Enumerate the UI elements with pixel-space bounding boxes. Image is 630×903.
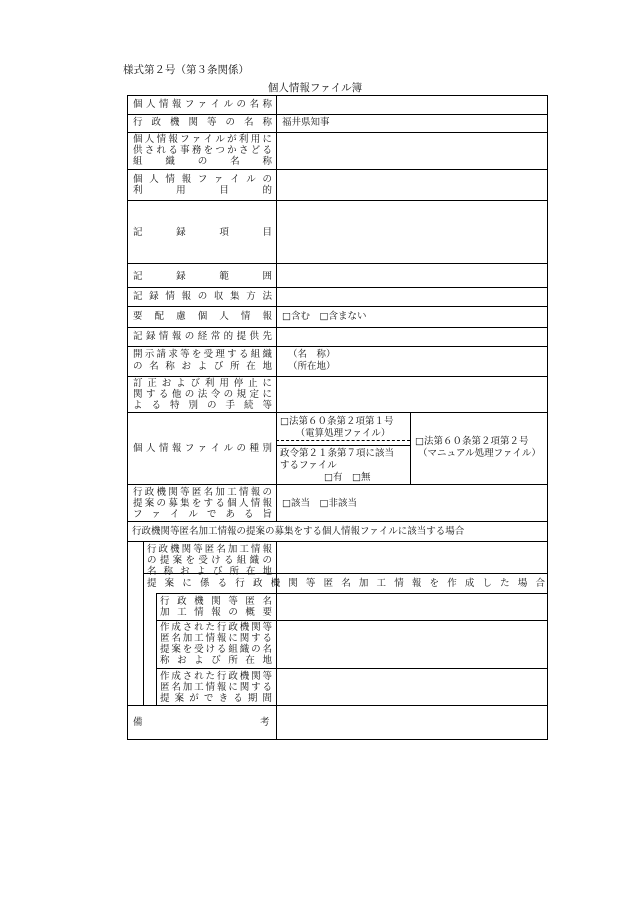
row-divider [128, 346, 547, 347]
row-divider [128, 376, 547, 377]
label-request-org-line1: 開示請求等を受理する組織 [133, 349, 272, 360]
row-divider [128, 327, 547, 328]
label-anon-line3: ファイルである旨 [133, 509, 272, 520]
column-divider [276, 541, 277, 739]
label-period-line3: 提案ができる期間 [160, 693, 272, 704]
row-divider [128, 263, 547, 264]
row-divider [128, 114, 547, 115]
label-receiving-org-line1: 作成された行政機関等 [160, 622, 272, 633]
section-created-anon-info: 提案に係る行政機関等匿名加工情報を作成した場合 [147, 578, 545, 589]
kind-ordinance-line2: するファイル [280, 460, 337, 471]
label-purpose-line1: 個人情報ファイルの [133, 174, 272, 185]
label-record-scope: 記録範囲 [133, 271, 272, 282]
label-summary-line2: 加工情報の概要 [160, 607, 272, 618]
label-receiving-org-line4: 称および所在地 [160, 655, 272, 666]
section-anon-proposal: 行政機関等匿名加工情報の提案の募集をする個人情報ファイルに該当する場合 [132, 526, 465, 537]
label-anon-line2: 提案の募集をする個人情報 [133, 498, 272, 509]
label-proposal-org-line3: 名称および所在地 [147, 566, 272, 577]
label-period-line2: 匿名加工情報に関する [160, 682, 272, 693]
label-special-line2: 関する他の法令の規定に [133, 389, 272, 400]
label-remarks-start: 備 [133, 717, 143, 728]
row-divider [128, 287, 547, 288]
column-divider [410, 412, 411, 484]
row-divider [276, 445, 410, 446]
row-divider [128, 541, 547, 542]
request-org-name: （名 称） [288, 349, 336, 360]
row-divider [128, 412, 547, 413]
label-summary-line1: 行政機関等匿名 [160, 596, 272, 607]
anon-options: □該当 □非該当 [282, 498, 357, 509]
label-period-line1: 作成された行政機関等 [160, 671, 272, 682]
label-receiving-org-line2: 匿名加工情報に関する [160, 633, 272, 644]
dashed-divider [276, 440, 410, 441]
label-file-kind: 個人情報ファイルの種別 [133, 443, 272, 454]
label-sensitive-info: 要配慮個人情報 [133, 311, 272, 322]
label-org-line3: 組織の名称 [133, 156, 272, 167]
row-divider [128, 705, 547, 706]
page-title: 個人情報ファイル簿 [267, 82, 363, 94]
request-org-location: （所在地） [288, 361, 336, 372]
label-proposal-org-line1: 行政機関等匿名加工情報 [147, 544, 272, 555]
label-special-line1: 訂正および利用停止に [133, 378, 272, 389]
form-number: 様式第２号（第３条関係） [123, 64, 249, 76]
column-divider [276, 96, 277, 521]
indent-line [156, 593, 157, 705]
label-org-line2: 供される事務をつかさどる [133, 145, 272, 156]
label-proposal-org-line2: の提案を受ける組織の [147, 555, 272, 566]
row-divider [128, 306, 547, 307]
kind-electronic-checkbox: □法第６０条第２項第１号 [280, 416, 394, 427]
label-agency-name: 行政機関等の名称 [133, 117, 272, 128]
label-receiving-org-line3: 提案を受ける組織の名 [160, 644, 272, 655]
row-divider [156, 668, 547, 669]
sensitive-info-options: □含む □含まない [282, 311, 367, 322]
row-divider [128, 169, 547, 170]
kind-electronic-note: （電算処理ファイル） [295, 428, 391, 439]
row-divider [156, 593, 547, 594]
label-special-line3: よる特別の手続等 [133, 400, 272, 411]
label-purpose-line2: 利用目的 [133, 185, 272, 196]
label-collection-method: 記録情報の収集方法 [133, 291, 272, 302]
kind-manual-checkbox: □法第６０条第２項第２号 [415, 436, 529, 447]
label-org-line1: 個人情報ファイルが利用に [133, 134, 272, 145]
label-file-name: 個人情報ファイルの名称 [133, 99, 272, 110]
kind-ordinance-line1: 政令第２１条第７項に該当 [280, 448, 395, 459]
kind-manual-note: （マニュアル処理ファイル） [418, 448, 541, 459]
label-record-items: 記録項目 [133, 227, 272, 238]
row-divider [156, 620, 547, 621]
agency-name-value: 福井県知事 [282, 117, 330, 128]
row-divider [128, 200, 547, 201]
label-remarks-end: 考 [260, 717, 270, 728]
label-request-org-line2: の名称および所在地 [133, 361, 272, 372]
row-divider [128, 132, 547, 133]
label-regular-provision: 記録情報の経常的提供先 [133, 331, 272, 342]
row-divider [128, 484, 547, 485]
label-anon-line1: 行政機関等匿名加工情報の [133, 487, 272, 498]
kind-ordinance-options: □有 □無 [324, 472, 371, 483]
indent-line [143, 541, 144, 705]
row-divider [128, 521, 547, 522]
registry-form-table [127, 95, 548, 740]
